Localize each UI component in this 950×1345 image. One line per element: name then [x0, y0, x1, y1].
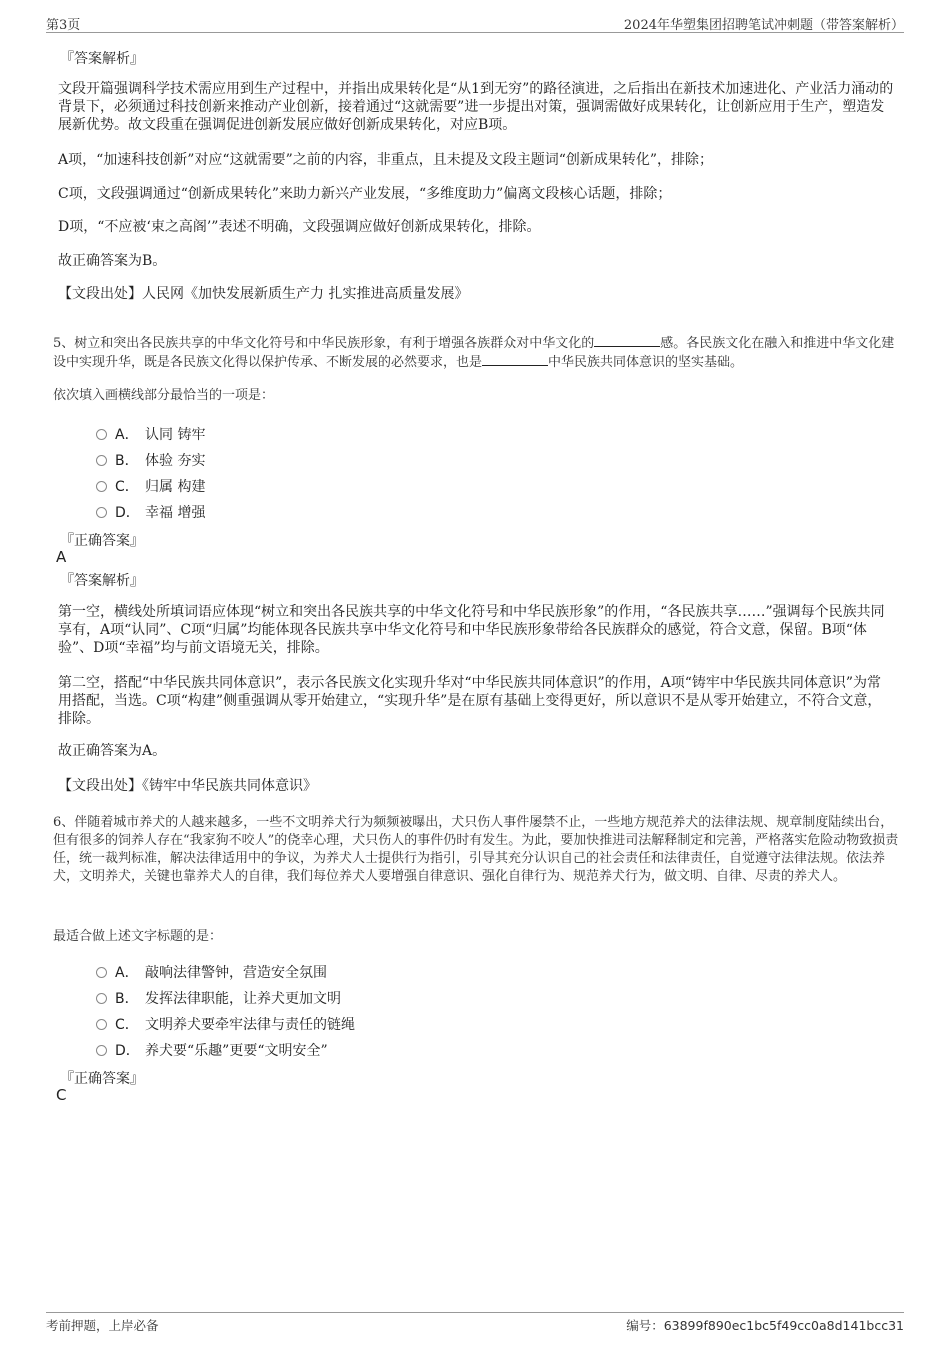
radio-icon[interactable]	[96, 455, 107, 466]
radio-icon[interactable]	[96, 993, 107, 1004]
analysis-label: 『答案解析』	[60, 573, 144, 589]
fill-blank	[482, 353, 548, 366]
option-c[interactable]: C． 文明养犬要牵牢法律与责任的链绳	[96, 1014, 355, 1034]
radio-icon[interactable]	[96, 1019, 107, 1030]
correct-answer-value: A	[56, 548, 67, 566]
option-b[interactable]: B． 体验 夯实	[96, 450, 205, 470]
source-citation: 【文段出处】人民网《加快发展新质生产力 扎实推进高质量发展》	[58, 286, 469, 302]
analysis-paragraph: A项，“加速科技创新”对应“这就需要”之前的内容，非重点，且未提及文段主题词“创新成果转化”，排除；	[58, 152, 714, 168]
analysis-paragraph: 第二空，搭配“中华民族共同体意识”，表示各民族文化实现升华对“中华民族共同体意识”的作用，A项“铸牢中华民族共同体意识”为常用搭配，当选。C项“构建”侧重强调从零开始建立，“实现升华”是在原有基础上变得更好，所以意识不是从零开始建立，不符合文意，排除。	[58, 675, 882, 727]
radio-icon[interactable]	[96, 1045, 107, 1056]
answer-conclusion: 故正确答案为A。	[58, 743, 167, 759]
answer-conclusion: 故正确答案为B。	[58, 253, 167, 269]
question-5-stem: 5、树立和突出各民族共享的中华文化符号和中华民族形象，有利于增强各族群众对中华文化的 感。各民族文化在融入和推进中华文化建设中实现升华，既是各民族文化得以保护传承、不断发展的必然要求，也是 中华民族共同体意识的坚实基础。	[53, 336, 895, 370]
radio-icon[interactable]	[96, 481, 107, 492]
correct-answer-label: 『正确答案』	[60, 1071, 144, 1087]
option-d[interactable]: D． 养犬要“乐趣”更要“文明安全”	[96, 1040, 328, 1060]
radio-icon[interactable]	[96, 967, 107, 978]
option-b[interactable]: B． 发挥法律职能，让养犬更加文明	[96, 988, 341, 1008]
analysis-paragraph: D项，“不应被‘束之高阁’”表述不明确，文段强调应做好创新成果转化，排除。	[58, 219, 541, 235]
analysis-paragraph: 文段开篇强调科学技术需应用到生产过程中，并指出成果转化是“从1到无穷”的路径演进，之后指出在新技术加速进化、产业活力涌动的背景下，必须通过科技创新来推动产业创新，接着通过“这就需要”进一步提出对策，强调需做好成果转化，让创新应用于生产，塑造发展新优势。故文段重在强调促进创新发展应做好创新成果转化，对应B项。	[58, 81, 894, 133]
radio-icon[interactable]	[96, 507, 107, 518]
question-6-prompt: 最适合做上述文字标题的是：	[53, 929, 223, 944]
page-header	[46, 12, 904, 33]
document-title: 2024年华塑集团招聘笔试冲刺题（带答案解析）	[623, 18, 904, 33]
footer-slogan: 考前押题，上岸必备	[46, 1318, 159, 1333]
question-5-prompt: 依次填入画横线部分最恰当的一项是：	[53, 388, 275, 403]
fill-blank	[594, 334, 660, 347]
analysis-label: 『答案解析』	[60, 51, 144, 67]
page-number: 第3页	[46, 18, 81, 33]
option-a[interactable]: A． 认同 铸牢	[96, 424, 205, 444]
page-footer	[46, 1312, 904, 1333]
radio-icon[interactable]	[96, 429, 107, 440]
option-a[interactable]: A． 敲响法律警钟，营造安全氛围	[96, 962, 327, 982]
correct-answer-value: C	[56, 1086, 67, 1104]
source-citation: 【文段出处】《铸牢中华民族共同体意识》	[58, 778, 317, 794]
option-d[interactable]: D． 幸福 增强	[96, 502, 205, 522]
document-code: 编号：63899f890ec1bc5f49cc0a8d141bcc31	[626, 1318, 904, 1333]
analysis-paragraph: 第一空，横线处所填词语应体现“树立和突出各民族共享的中华文化符号和中华民族形象”的作用，“各民族共享……”强调每个民族共同享有，A项“认同”、C项“归属”均能体现各民族共享中华文化符号和中华民族形象带给各民族群众的感觉，符合文意，保留。B项“体验”、D项“幸福”均与前文语境无关，排除。	[58, 604, 885, 656]
correct-answer-label: 『正确答案』	[60, 533, 144, 549]
question-6-stem: 6、伴随着城市养犬的人越来越多，一些不文明养犬行为频频被曝出，犬只伤人事件屡禁不止，一些地方规范养犬的法律法规、规章制度陆续出台，但有很多的饲养人存在“我家狗不咬人”的侥幸心理，犬只伤人的事件仍时有发生。为此，要加快推进司法解释制定和完善，严格落实危险动物致损责任，统一裁判标准，解决法律适用中的争议，为养犬人士提供行为指引，引导其充分认识自己的社会责任和法律责任，自觉遵守法律法规。依法养犬，文明养犬，关键也靠养犬人的自律，我们每位养犬人要增强自律意识、强化自律行为、规范养犬行为，做文明、自律、尽责的养犬人。	[53, 815, 899, 884]
option-c[interactable]: C． 归属 构建	[96, 476, 205, 496]
analysis-paragraph: C项，文段强调通过“创新成果转化”来助力新兴产业发展，“多维度助力”偏离文段核心话题，排除；	[58, 186, 672, 202]
